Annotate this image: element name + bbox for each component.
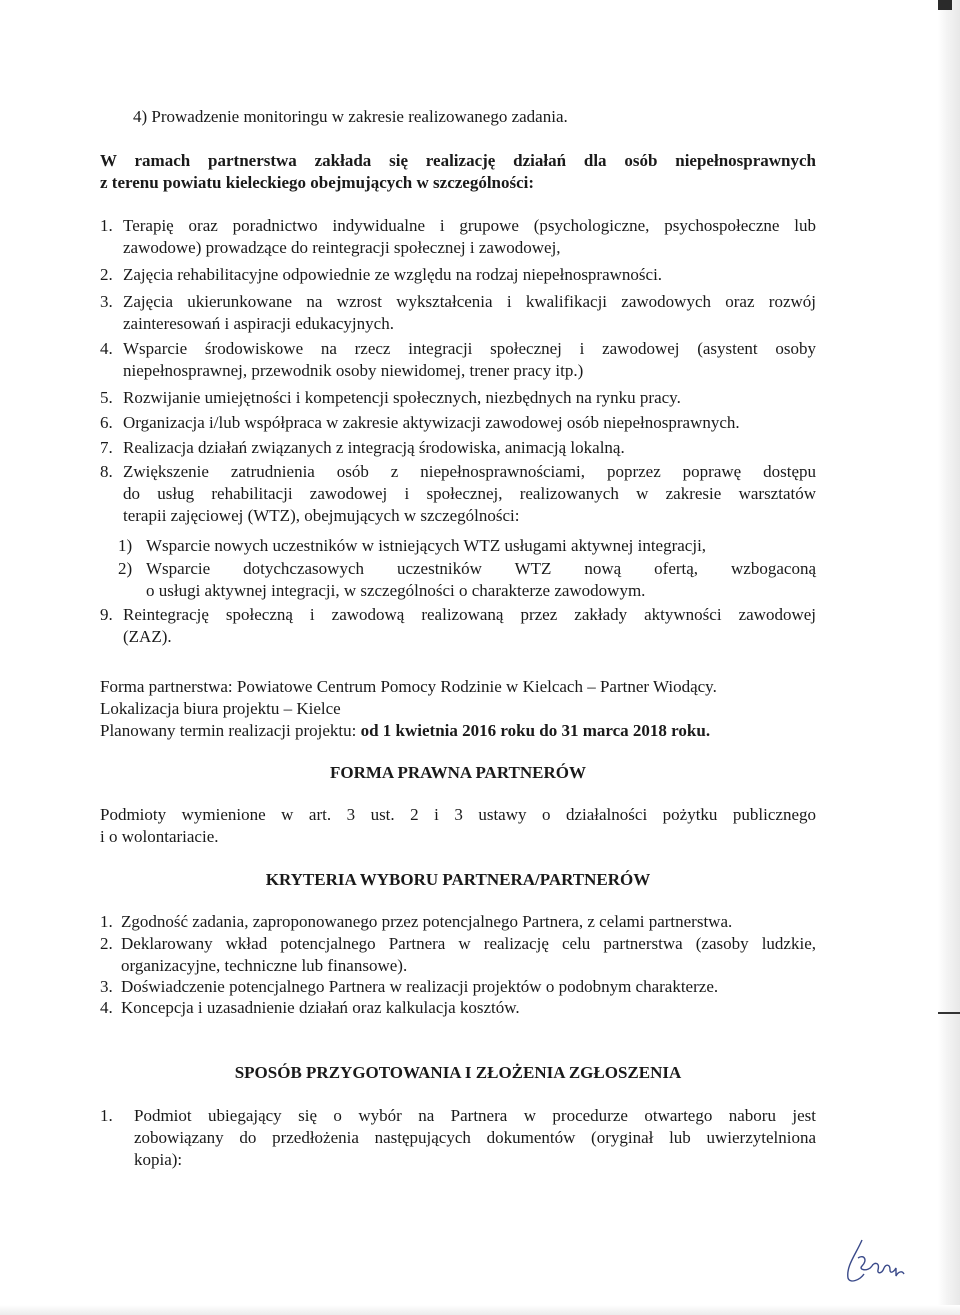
activity-number: 6. xyxy=(100,413,113,432)
sub-item-line: Wsparcie nowych uczestników w istniejących WTZ usługami aktywnej integracji, xyxy=(146,536,707,555)
activity-number: 1. xyxy=(100,216,113,235)
scan-corner-mark xyxy=(938,0,952,10)
intro-line-1: W ramach partnerstwa zakłada się realizację działań dla osób niepełnosprawnych xyxy=(100,151,816,170)
criteria-line: Doświadczenie potencjalnego Partnera w realizacji projektów o podobnym charakterze. xyxy=(121,977,719,996)
criteria-line: organizacyjne, techniczne lub finansowe). xyxy=(121,956,408,975)
monitoring-item-text: 4) Prowadzenie monitoringu w zakresie realizowanego zadania. xyxy=(133,107,568,126)
scan-edge-right xyxy=(938,0,960,1315)
application-line: kopia): xyxy=(134,1150,183,1169)
criteria-line: Koncepcja i uzasadnienie działań oraz kalkulacja kosztów. xyxy=(121,998,520,1017)
criteria-line: Zgodność zadania, zaproponowanego przez potencjalnego Partnera, z celami partnerstwa. xyxy=(121,912,733,931)
sub-item-number: 1) xyxy=(118,536,133,555)
application-line: zobowiązany do przedłożenia następujących dokumentów (oryginał lub uwierzytelniona xyxy=(134,1128,816,1147)
scan-edge-mark xyxy=(938,1012,960,1014)
activity-line: (ZAZ). xyxy=(123,627,172,646)
activity-line: Zajęcia ukierunkowane na wzrost wykształcenia i kwalifikacji zawodowych oraz rozwój xyxy=(123,292,816,311)
criteria-line: Deklarowany wkład potencjalnego Partnera w realizację celu partnerstwa (zasoby ludzkie, xyxy=(121,934,816,953)
criteria-number: 4. xyxy=(100,998,113,1017)
activity-line: zawodowe) prowadzące do reintegracji społecznej i zawodowej, xyxy=(123,238,561,257)
activity-number: 3. xyxy=(100,292,113,311)
activity-line: niepełnosprawnej, przewodnik osoby niewidomej, trener pracy itp.) xyxy=(123,361,584,380)
monitoring-item xyxy=(133,106,816,128)
legal-form-line: Podmioty wymienione w art. 3 ust. 2 i 3 ustawy o działalności pożytku publicznego xyxy=(100,805,816,824)
activity-line: Rozwijanie umiejętności i kompetencji społecznych, niezbędnych na rynku pracy. xyxy=(123,388,681,407)
sub-item-line: Wsparcie dotychczasowych uczestników WTZ nową ofertą, wzbogaconą xyxy=(146,559,816,578)
application-number: 1. xyxy=(100,1106,113,1125)
application-line: Podmiot ubiegający się o wybór na Partnera w procedurze otwartego naboru jest xyxy=(134,1106,816,1125)
activity-line: Reintegrację społeczną i zawodową realizowaną przez zakłady aktywności zawodowej xyxy=(123,605,816,624)
legal-form-paragraph xyxy=(100,804,816,848)
partnership-form: Forma partnerstwa: Powiatowe Centrum Pomocy Rodzinie w Kielcach – Partner Wiodący. xyxy=(100,677,717,696)
activity-number: 9. xyxy=(100,605,113,624)
project-term-label: Planowany termin realizacji projektu: xyxy=(100,721,361,740)
criteria-number: 2. xyxy=(100,934,113,953)
legal-form-line: i o wolontariacie. xyxy=(100,827,219,846)
criteria-heading: KRYTERIA WYBORU PARTNERA/PARTNERÓW xyxy=(265,870,651,889)
office-location: Lokalizacja biura projektu – Kielce xyxy=(100,699,341,718)
scan-edge-bottom xyxy=(0,1305,960,1315)
activity-line: Zwiększenie zatrudnienia osób z niepełnosprawnościami, poprzez poprawę dostępu xyxy=(123,462,816,481)
activity-line: Zajęcia rehabilitacyjne odpowiednie ze względu na rodzaj niepełnosprawności. xyxy=(123,265,663,284)
intro-line-2: z terenu powiatu kieleckiego obejmujących w szczególności: xyxy=(100,173,535,192)
application-heading: SPOSÓB PRZYGOTOWANIA I ZŁOŻENIA ZGŁOSZENIA xyxy=(234,1063,682,1082)
partnership-info xyxy=(100,676,816,742)
activity-line: Wsparcie środowiskowe na rzecz integracji społecznej i zawodowej (asystent osoby xyxy=(123,339,816,358)
handwritten-signature xyxy=(838,1236,908,1286)
criteria-number: 3. xyxy=(100,977,113,996)
activity-number: 4. xyxy=(100,339,113,358)
sub-item-line: o usługi aktywnej integracji, w szczególności o charakterze zawodowym. xyxy=(146,581,646,600)
criteria-number: 1. xyxy=(100,912,113,931)
activity-number: 7. xyxy=(100,438,113,457)
activity-line: Terapię oraz poradnictwo indywidualne i grupowe (psychologiczne, psychospołeczne lub xyxy=(123,216,816,235)
project-term xyxy=(100,720,816,742)
activity-number: 5. xyxy=(100,388,113,407)
project-term-value: od 1 kwietnia 2016 roku do 31 marca 2018 roku. xyxy=(360,721,711,740)
sub-item-number: 2) xyxy=(118,559,133,578)
legal-form-heading: FORMA PRAWNA PARTNERÓW xyxy=(330,763,586,782)
activity-line: do usług rehabilitacji zawodowej i społecznej, realizowanych w zakresie warsztatów xyxy=(123,484,816,503)
activity-line: Realizacja działań związanych z integracją środowiska, animacją lokalną. xyxy=(123,438,625,457)
activity-number: 2. xyxy=(100,265,113,284)
activity-number: 8. xyxy=(100,462,113,481)
activity-line: zainteresowań i aspiracji edukacyjnych. xyxy=(123,314,394,333)
activity-line: terapii zajęciowej (WTZ), obejmujących w szczególności: xyxy=(123,506,520,525)
activity-line: Organizacja i/lub współpraca w zakresie aktywizacji zawodowej osób niepełnosprawnych. xyxy=(123,413,740,432)
intro-paragraph xyxy=(100,150,816,194)
